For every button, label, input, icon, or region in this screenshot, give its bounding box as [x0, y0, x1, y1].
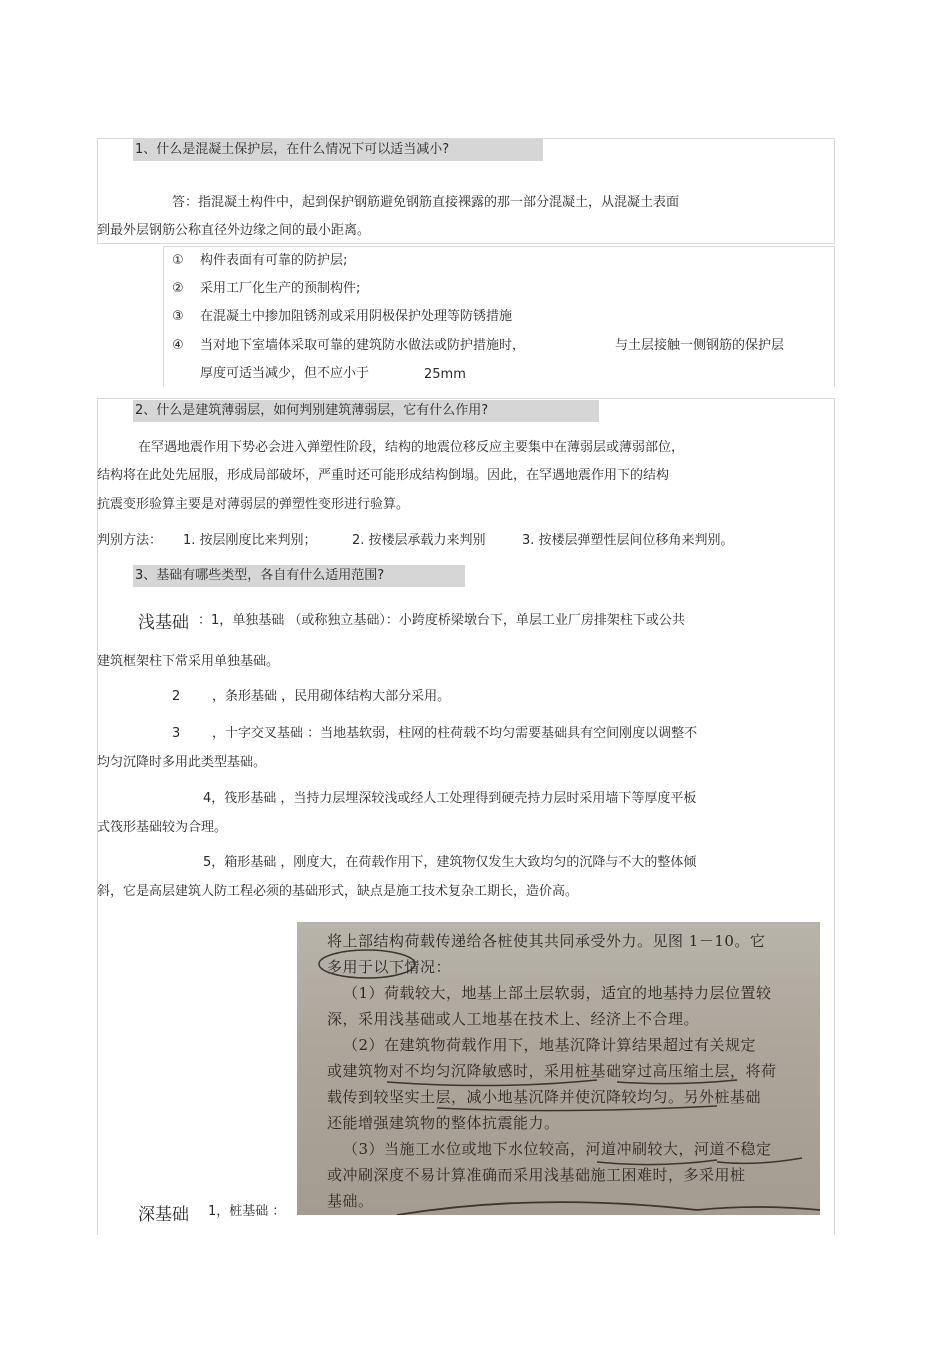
shallow-item3-number: 3	[172, 726, 181, 741]
photo-text-line: （3）当施工水位或地下水位较高，河道冲刷较大，河道不稳定	[343, 1140, 772, 1158]
shallow-item3-line2: 均匀沉降时多用此类型基础。	[97, 755, 267, 770]
q1-item-marker: ④	[172, 338, 184, 353]
q2-line: 在罕遇地震作用下势必会进入弹塑性阶段，结构的地震位移反应主要集中在薄弱层或薄弱部位，	[138, 440, 685, 455]
textbook-photo	[297, 922, 820, 1215]
q1-item-marker: ②	[172, 281, 184, 296]
photo-text-line: 多用于以下情况：	[327, 958, 452, 976]
photo-text-line: 基础。	[327, 1192, 374, 1210]
shallow-item2-text: ，条形基础 ，民用砌体结构大部分采用。	[212, 689, 451, 704]
shallow-item2-number: 2	[172, 689, 181, 704]
q1-answer-line2: 到最外层钢筋公称直径外边缘之间的最小距离。	[97, 223, 371, 238]
photo-text-line: 深，采用浅基础或人工地基在技术上、经济上不合理。	[327, 1010, 700, 1028]
q2-method: 1. 按层刚度比来判别；	[183, 533, 317, 548]
q1-item-text: 构件表面有可靠的防护层;	[200, 253, 348, 268]
photo-text-line: （2）在建筑物荷载作用下，地基沉降计算结果超过有关规定	[343, 1036, 757, 1054]
photo-text-line: 还能增强建筑物的整体抗震能力。	[327, 1114, 560, 1132]
photo-text-line: 将上部结构荷载传递给各桩使其共同承受外力。见图 1－10。它	[327, 932, 766, 950]
shallow-item4-line1: 4，筏形基础 ，当持力层埋深较浅或经人工处理得到硬壳持力层时采用墙下等厚度平板	[203, 791, 697, 806]
q2-method: 2. 按楼层承载力来判别	[352, 533, 486, 548]
q2-method-label: 判别方法：	[97, 533, 163, 548]
deep-item1: 1，桩基础 ：	[208, 1204, 286, 1219]
q2-method: 3. 按楼层弹塑性层间位移角来判别。	[522, 533, 734, 548]
shallow-item1-line1: ：1，单独基础 （或称独立基础）：小跨度桥梁墩台下，单层工业厂房排架柱下或公共	[198, 613, 685, 628]
q3-title: 3、基础有哪些类型，各自有什么适用范围?	[133, 565, 465, 587]
handwritten-underlines	[297, 922, 820, 1215]
shallow-foundation-label: 浅基础	[138, 613, 189, 633]
q2-line: 抗震变形验算主要是对薄弱层的弹塑性变形进行验算。	[97, 497, 410, 512]
photo-text-line: 或建筑物对不均匀沉降敏感时，采用桩基础穿过高压缩土层，将荷	[327, 1062, 777, 1080]
q1-title: 1、什么是混凝土保护层，在什么情况下可以适当减小?	[133, 139, 543, 161]
q2-line: 结构将在此处先屈服，形成局部破坏，严重时还可能形成结构倒塌。因此，在罕遇地震作用下的结构	[97, 468, 670, 483]
shallow-item5-line2: 斜，它是高层建筑人防工程必须的基础形式，缺点是施工技术复杂工期长，造价高。	[97, 884, 579, 899]
q1-answer-line1: 答：指混凝土构件中，起到保护钢筋避免钢筋直接裸露的那一部分混凝土，从混凝土表面	[172, 195, 680, 210]
shallow-item4-line2: 式筏形基础较为合理。	[97, 820, 228, 835]
shallow-item3-line1: ，十字交叉基础 ：当地基软弱，柱网的柱荷载不均匀需要基础具有空间刚度以调整不	[212, 726, 698, 741]
q2-title: 2、什么是建筑薄弱层，如何判别建筑薄弱层，它有什么作用?	[133, 400, 599, 422]
q1-item-text-continued: 与土层接触一侧钢筋的保护层	[615, 338, 785, 353]
q1-item4-line2: 厚度可适当减少，但不应小于	[200, 366, 370, 381]
photo-text-line: 载传到较坚实土层，减小地基沉降并使沉降较均匀。另外桩基础	[327, 1088, 762, 1106]
q1-item-marker: ③	[172, 309, 184, 324]
q1-item-text: 在混凝土中掺加阻锈剂或采用阴极保护处理等防锈措施	[200, 309, 513, 324]
q1-item-marker: ①	[172, 253, 184, 268]
photo-text-line: （1）荷载较大，地基上部土层软弱，适宜的地基持力层位置较	[343, 984, 772, 1002]
photo-text-line: 或冲刷深度不易计算准确而采用浅基础施工困难时，多采用桩	[327, 1166, 746, 1184]
shallow-item5-line1: 5，箱形基础 ，刚度大，在荷载作用下，建筑物仅发生大致均匀的沉降与不大的整体倾	[203, 855, 697, 870]
q1-item-text: 当对地下室墙体采取可靠的建筑防水做法或防护措施时，	[200, 338, 526, 353]
shallow-item1-line2: 建筑框架柱下常采用单独基础。	[97, 654, 280, 669]
q1-item4-value: 25mm	[424, 367, 466, 382]
deep-foundation-label: 深基础	[138, 1205, 189, 1225]
q1-item-text: 采用工厂化生产的预制构件;	[200, 281, 361, 296]
